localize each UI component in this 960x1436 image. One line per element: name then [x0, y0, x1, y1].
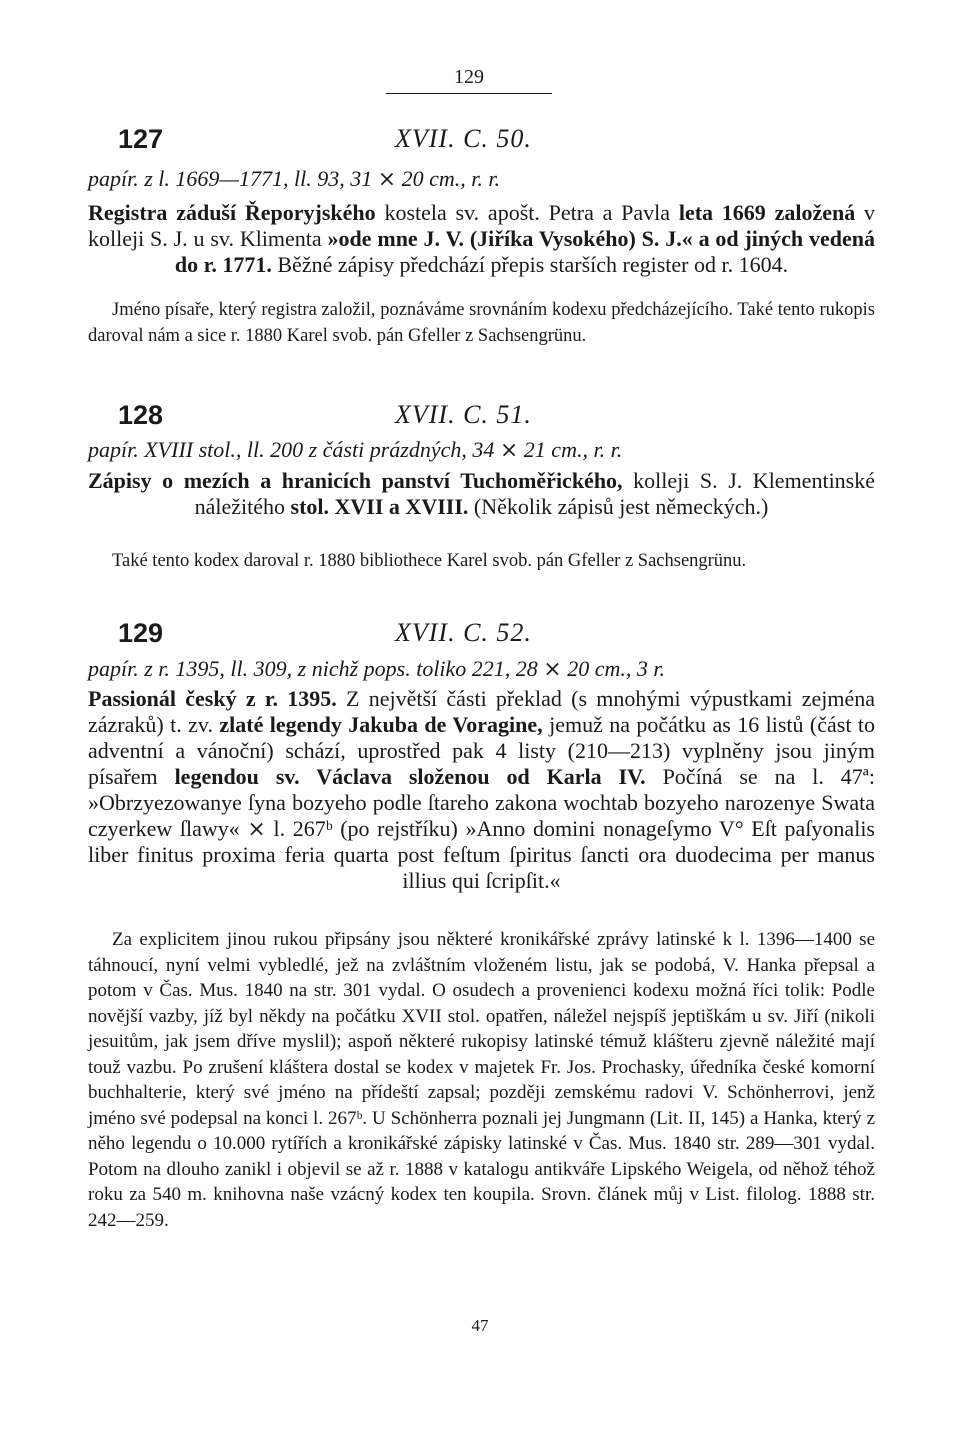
entry-number: 127 [118, 124, 164, 154]
description-run: Počíná se na l. 47ª: »Obrzyezowanye ſyna bozyeho podle ſtareho zakona wochtab bozyeho narozenye Swata czyerkew ſlawy« ⨯ l. 267ᵇ (po rejstříku) »Anno domini nonageſymo V° Eſt paſyonalis liber finitus proxima feria quarta post feſtum ſpiritus ſancti ora duodecima per manus illius qui ſcripſit.« [88, 764, 875, 893]
description-bold-run: stol. XVII a XVIII. [290, 494, 474, 519]
description-bold-run: zlaté legendy Jakuba de Voragine, [219, 712, 550, 737]
description-bold-run: Passionál český z r. 1395. [88, 686, 347, 711]
page-footer-number: 47 [471, 1316, 489, 1335]
entry-shelfmark: XVII. C. 52. [395, 618, 532, 647]
entry-shelfmark: XVII. C. 50. [395, 124, 532, 153]
description-bold-run: legendou sv. Václava složenou od Karla IV. [174, 764, 663, 789]
description-bold-run: »ode mne J. V. (Jiříka Vysokého) S. J.« a od jiných vedená do r. 1771. [174, 226, 875, 277]
entry-number: 128 [118, 400, 164, 430]
entry-description [88, 200, 875, 278]
description-run: (Několik zápisů jest německých.) [473, 494, 769, 519]
entry-number: 129 [118, 618, 164, 648]
description-run: jemuž na počátku as 16 listů (část to adventní a vánoční) schází, uprostřed pak 4 listy (210—213) vyplněny jsou jiným písařem [88, 712, 875, 789]
entry-meta: papír. z r. 1395, ll. 309, z nichž pops. toliko 221, 28 ⨯ 20 cm., 3 r. [88, 656, 666, 681]
description-run: v kolleji S. J. u sv. Klimenta [88, 200, 875, 251]
entry-note: Za explicitem jinou rukou připsány jsou některé kronikářské zprávy latinské k l. 1396—1400 se táhnoucí, nyní velmi vybledlé, jež na zvláštním vloženém listu, jak se podobá, V. Hanka přepsal a potom v Čas. Mus. 1840 na str. 301 vydal. O osudech a provenienci kodexu možná říci tolik: Podle novější vazby, jíž byl někdy na počátku XVII stol. opatřen, náležel nejspíš jeptiškám u sv. Jiří (nikoli jesuitům, jak jsem dříve myslil); aspoň některé rukopisy latinské témuž klášteru zjevně náležité mají touž vazbu. Po zrušení kláštera dostal se kodex v majetek Fr. Jos. Prochasky, úředníka české komorní buchhalterie, který své jméno na přídeští zapsal; později zemskému radovi V. Schönherrovi, jenž jméno své podepsal na konci l. 267ᵇ. U Schönherra poznali jej Jungmann (Lit. II, 145) a Hanka, který z něho legendu o 10.000 rytířích a kronikářské zápisky latinské v Čas. Mus. 1840 str. 289—301 vydal. Potom na dlouho zanikl i objevil se až r. 1888 v katalogu antikváře Lipského Weigela, od něhož téhož roku za 540 m. knihovna naše vzácný kodex ten koupila. Srovn. článek můj v List. filolog. 1888 str. 242—259. [88, 929, 875, 1231]
description-run: Běžné zápisy předchází přepis starších register od r. 1604. [277, 252, 789, 277]
entry-description [88, 686, 875, 894]
entry-meta: papír. z l. 1669—1771, ll. 93, 31 ⨯ 20 cm., r. r. [88, 166, 501, 191]
description-bold-run: Zápisy o mezích a hranicích panství Tuchoměřického, [88, 468, 634, 493]
description-run: Z největší části překlad (s mnohými výpustkami zejména zázraků) t. zv. [88, 686, 875, 737]
description-bold-run: Registra záduší Řeporyjského [88, 200, 385, 225]
entry-note: Jméno písaře, který registra založil, poznáváme srovnáním kodexu předcházejícího. Také tento rukopis daroval nám a sice r. 1880 Karel svob. pán Gfeller z Sachsengrünu. [88, 300, 875, 346]
description-bold-run: leta 1669 založená [678, 200, 864, 225]
description-run: kolleji S. J. Klementinské náležitého [194, 468, 876, 519]
page-number-header: 129 [386, 66, 552, 94]
entry-note: Také tento kodex daroval r. 1880 bibliothece Karel svob. pán Gfeller z Sachsengrünu. [112, 551, 747, 571]
entry-description [88, 468, 875, 520]
entry-meta: papír. XVIII stol., ll. 200 z části prázdných, 34 ⨯ 21 cm., r. r. [88, 437, 623, 462]
description-run: kostela sv. apošt. Petra a Pavla [384, 200, 679, 225]
entry-shelfmark: XVII. C. 51. [395, 400, 532, 429]
